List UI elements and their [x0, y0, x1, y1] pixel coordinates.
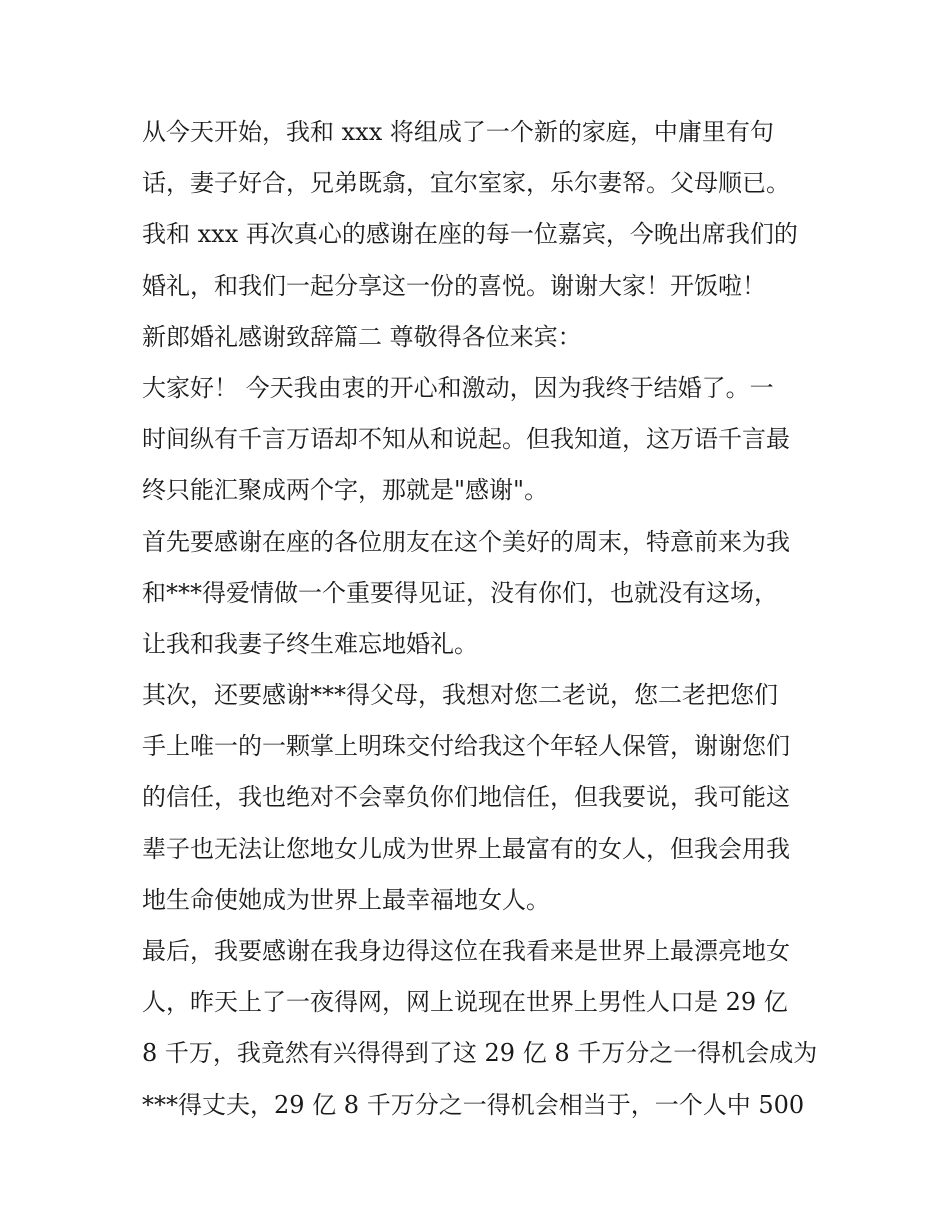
- text-line-18: 人，昨天上了一夜得网，网上说现在世界上男性人口是 29 亿: [142, 988, 788, 1017]
- text-line-1: 从今天开始，我和 xxx 将组成了一个新的家庭，中庸里有句: [142, 118, 774, 146]
- text-line-10: 和***得爱情做一个重要得见证，没有你们，也就没有这场，: [142, 578, 778, 607]
- section-heading-line: 新郎婚礼感谢致辞篇二 尊敬得各位来宾：: [142, 322, 582, 351]
- text-line-20: ***得丈夫，29 亿 8 千万分之一得机会相当于，一个人中 500: [142, 1090, 805, 1119]
- text-line-9: 首先要感谢在座的各位朋友在这个美好的周末，特意前来为我: [142, 527, 790, 556]
- text-line-4: 婚礼，和我们一起分享这一份的喜悦。谢谢大家！开饭啦！: [142, 271, 766, 300]
- text-line-8: 终只能汇聚成两个字，那就是"感谢"。: [142, 476, 549, 505]
- text-line-17: 最后，我要感谢在我身边得这位在我看来是世界上最漂亮地女: [142, 937, 790, 965]
- text-line-15: 辈子也无法让您地女儿成为世界上最富有的女人，但我会用我: [142, 834, 790, 863]
- text-line-12: 其次，还要感谢***得父母，我想对您二老说，您二老把您们: [142, 681, 778, 710]
- text-line-13: 手上唯一的一颗掌上明珠交付给我这个年轻人保管，谢谢您们: [142, 732, 790, 761]
- text-line-6: 大家好！ 今天我由衷的开心和激动，因为我终于结婚了。一: [142, 373, 774, 402]
- text-line-16: 地生命使她成为世界上最幸福地女人。: [142, 885, 550, 914]
- text-line-7: 时间纵有千言万语却不知从和说起。但我知道，这万语千言最: [142, 425, 790, 454]
- text-line-2: 话，妻子好合，兄弟既翕，宜尔室家，乐尔妻帑。父母顺已。: [142, 169, 790, 198]
- text-line-19: 8 千万，我竟然有兴得得到了这 29 亿 8 千万分之一得机会成为: [142, 1039, 818, 1068]
- text-line-3: 我和 xxx 再次真心的感谢在座的每一位嘉宾，今晚出席我们的: [142, 220, 798, 249]
- text-line-11: 让我和我妻子终生难忘地婚礼。: [142, 629, 478, 658]
- body-text: [142, 107, 832, 1131]
- text-line-14: 的信任，我也绝对不会辜负你们地信任，但我要说，我可能这: [142, 783, 790, 812]
